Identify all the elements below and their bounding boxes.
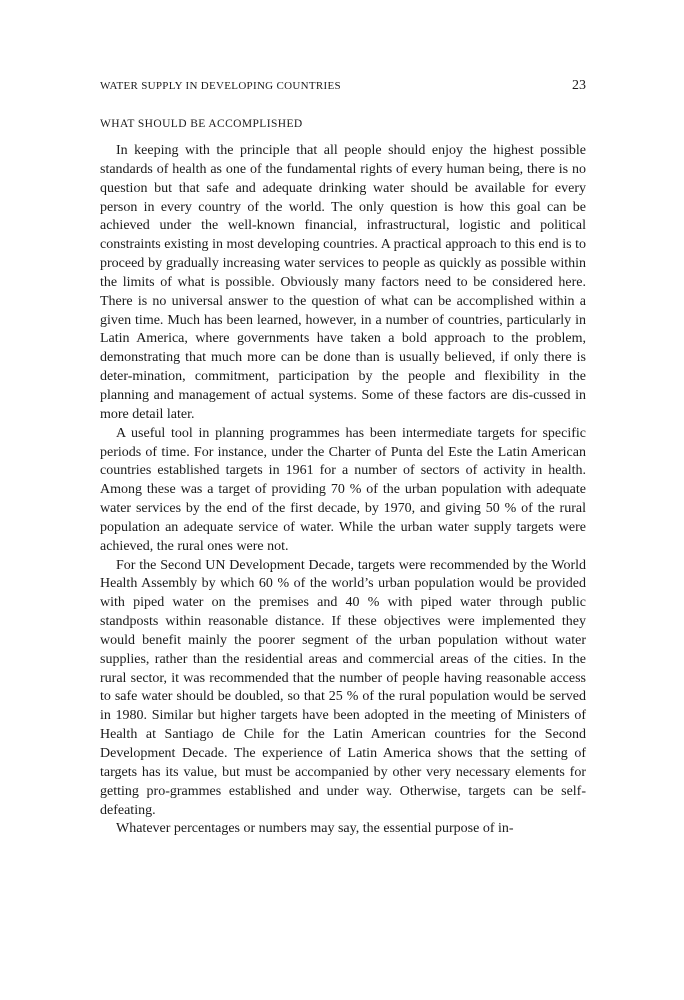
paragraph: Whatever percentages or numbers may say, the essential purpose of in- bbox=[116, 821, 514, 837]
paragraph: In keeping with the principle that all people should enjoy the highest possible standards of health as one of the fundamental rights of every human being, there is no question but that safe and adequate drinking water should be available for every person in every country of the world. The only question is how this goal can be achieved under the well-known financial, infrastructural, logistic and political constraints existing in most developing countries. A practical approach to this end is to proceed by gradually increasing water services to people as quickly as possible within the limits of what is possible. Obviously many factors need to be considered here. There is no universal answer to the question of what can be accomplished within a given time. Much has been learned, however, in a number of countries, particularly in Latin America, where governments have taken a bold approach to the problem, demonstrating that much more can be done than is usually believed, if only there is deter-mination, commitment, participation by the people and flexibility in the planning and management of actual systems. Some of these factors are dis-cussed in more detail later. bbox=[100, 143, 586, 422]
body-text bbox=[100, 142, 586, 839]
running-title: WATER SUPPLY IN DEVELOPING COUNTRIES bbox=[100, 80, 341, 92]
page-number: 23 bbox=[572, 78, 586, 93]
book-page bbox=[100, 78, 586, 839]
running-head bbox=[100, 78, 586, 100]
paragraph: A useful tool in planning programmes has been intermediate targets for specific periods of time. For instance, under the Charter of Punta del Este the Latin American countries established targets in 1961 for a number of sectors of activity in health. Among these was a target of providing 70 % of the urban population with adequate water services by the end of the first decade, by 1970, and giving 50 % of the rural population an adequate service of water. While the urban water supply targets were achieved, the rural ones were not. bbox=[100, 425, 586, 554]
section-heading: WHAT SHOULD BE ACCOMPLISHED bbox=[100, 118, 303, 130]
paragraph: For the Second UN Development Decade, targets were recommended by the World Health Assembly by which 60 % of the world’s urban population would be provided with piped water on the premises and 40 % with piped water through public standposts within reasonable distance. If these objectives were implemented they would benefit mainly the poorer segment of the urban population without water supplies, rather than the residential areas and commercial areas of the cities. In the rural sector, it was recommended that the number of people having reasonable access to safe water should be doubled, so that 25 % of the rural population would be served in 1980. Similar but higher targets have been adopted in the meeting of Ministers of Health at Santiago de Chile for the Latin American countries for the Second Development Decade. The experience of Latin America shows that the setting of targets has its value, but must be accompanied by other very necessary elements for getting pro-grammes established and under way. Otherwise, targets can be self-defeating. bbox=[100, 557, 586, 818]
